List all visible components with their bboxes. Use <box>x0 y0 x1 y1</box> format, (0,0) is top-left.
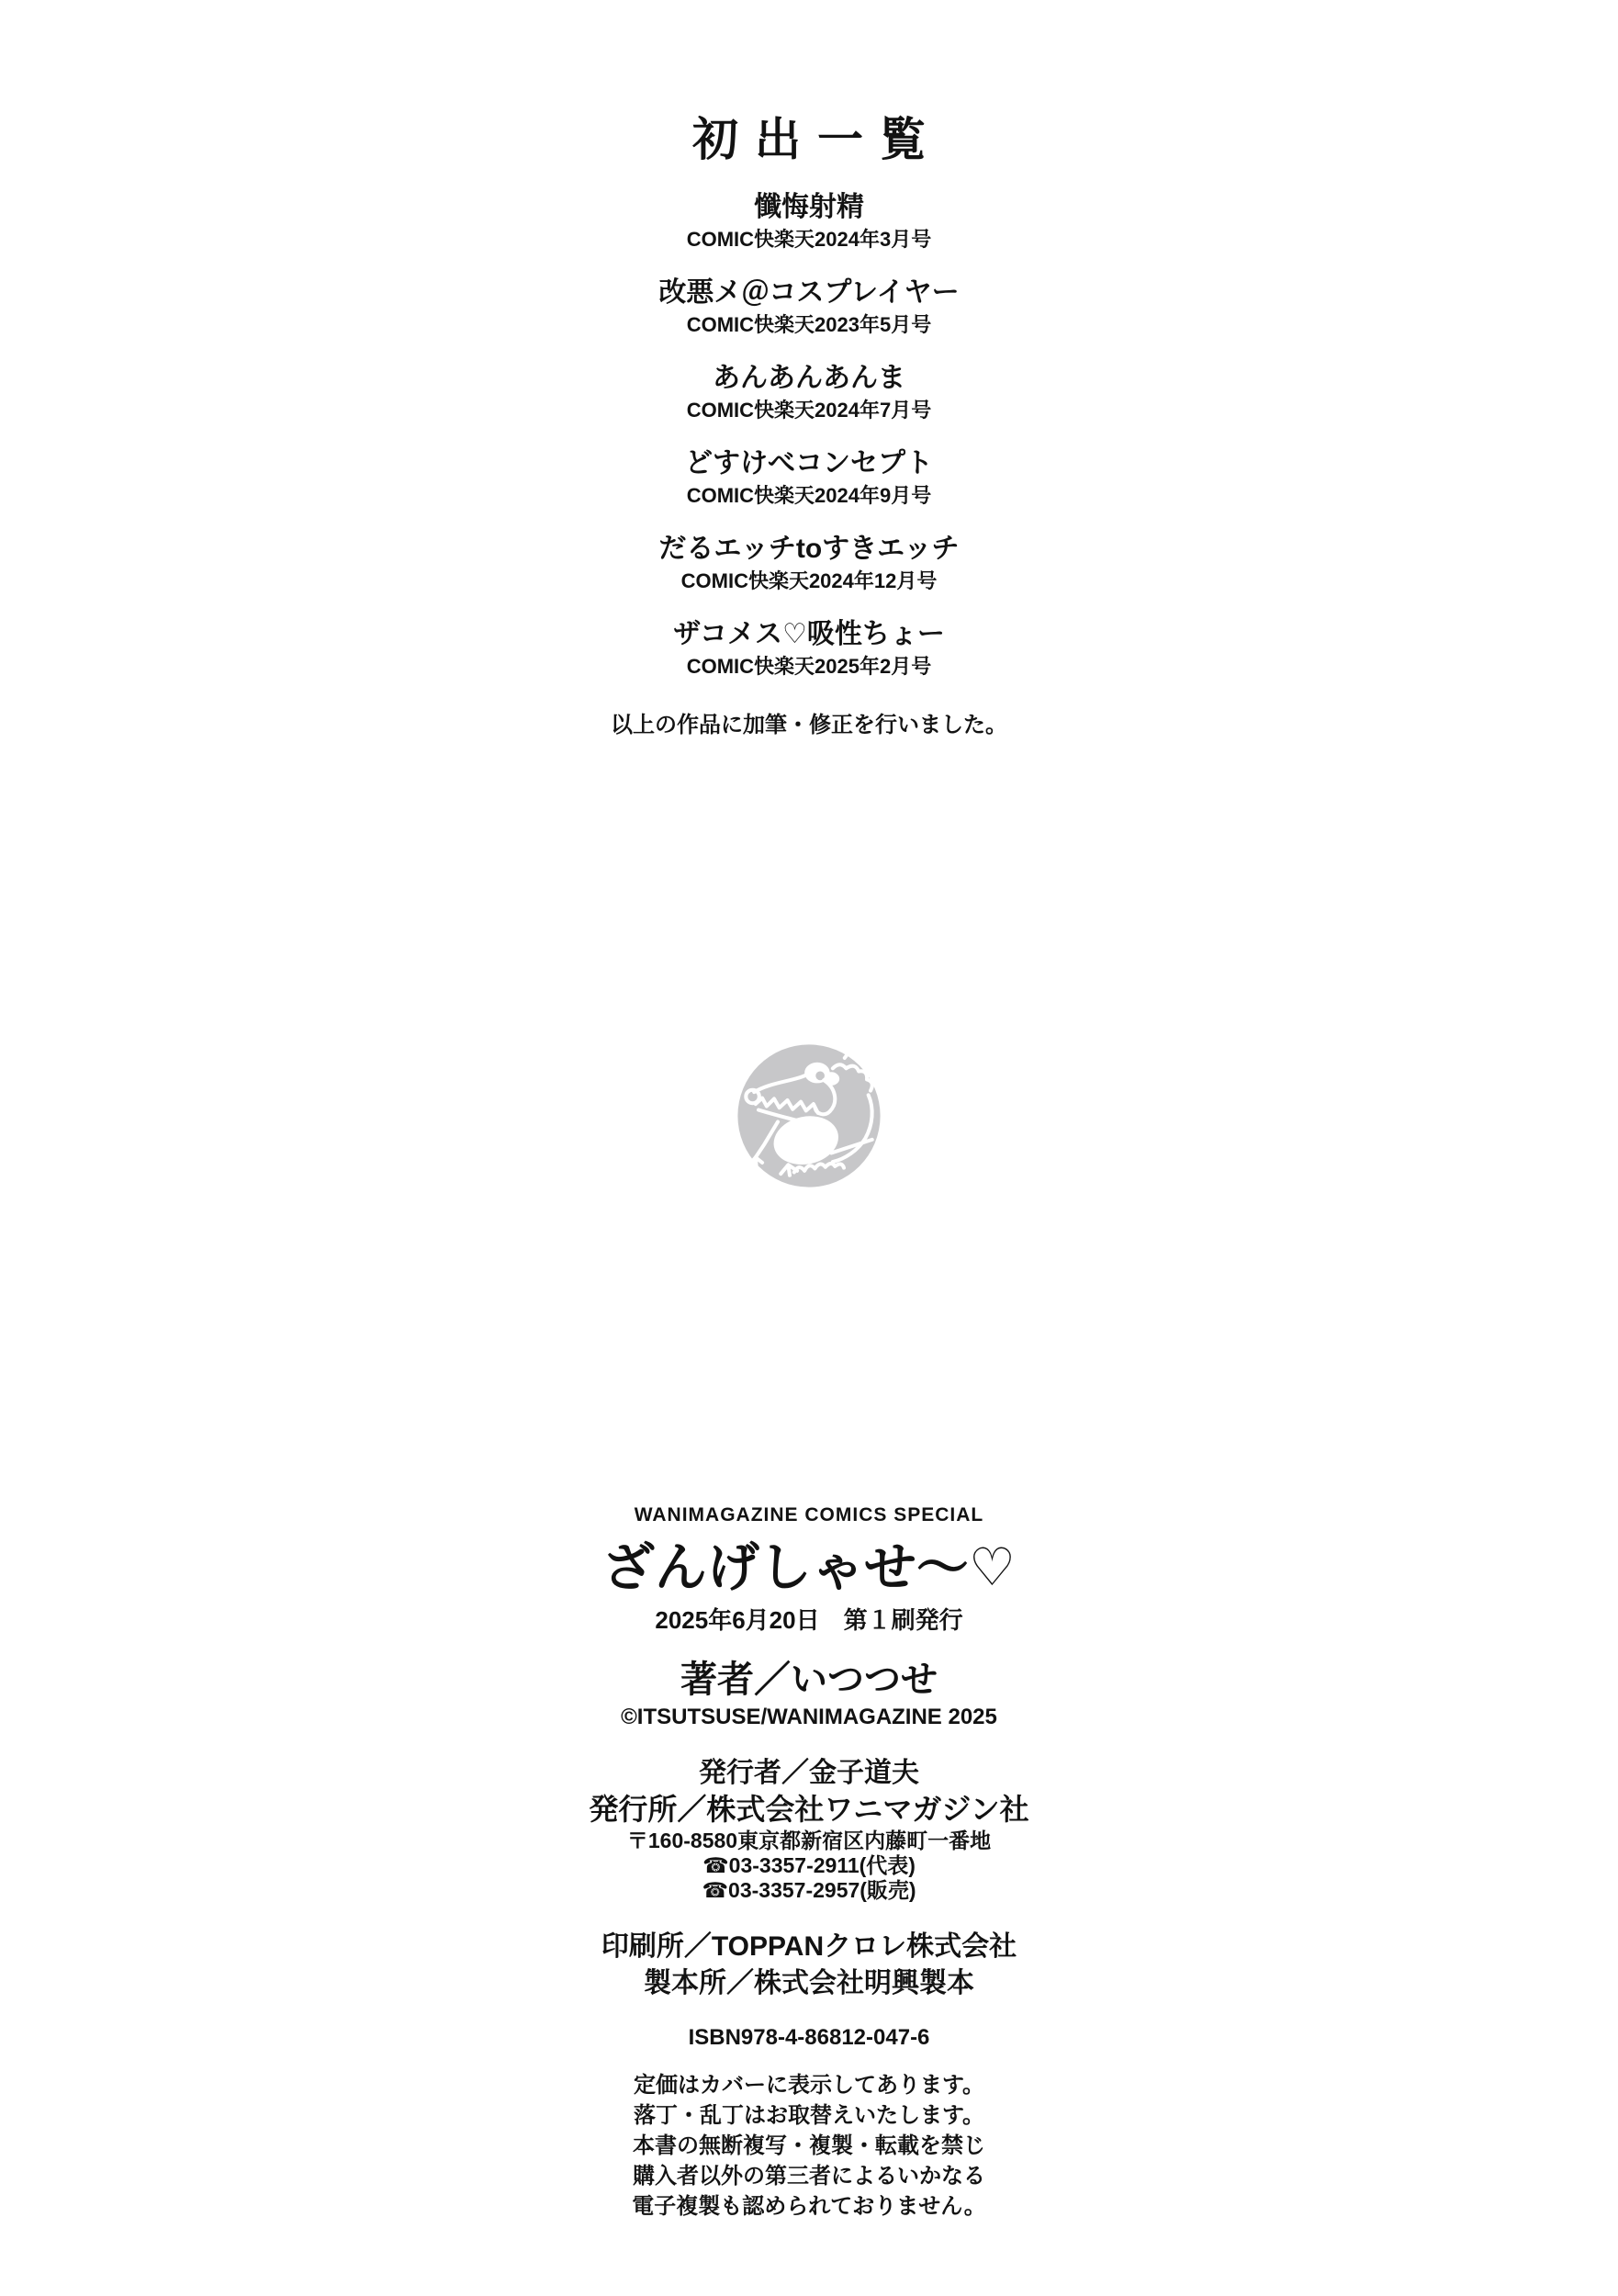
work-title: 懺悔射精 <box>754 192 864 222</box>
notice-line: 落丁・乱丁はお取替えいたします。 <box>633 2103 985 2128</box>
work-source: COMIC快楽天2024年12月号 <box>680 569 938 592</box>
work-source: COMIC快楽天2024年9月号 <box>686 484 932 507</box>
copyright-line: ©ITSUTSUSE/WANIMAGAZINE 2025 <box>621 1705 997 1729</box>
revision-note: 以上の作品に加筆・修正を行いました。 <box>611 713 1007 737</box>
list-item <box>0 616 1618 681</box>
notice-line: 購入者以外の第三者によるいかなる <box>633 2164 985 2189</box>
work-source: COMIC快楽天2023年5月号 <box>686 313 932 336</box>
publisher-address: 〒160-8580東京都新宿区内藤町一番地 <box>626 1829 992 1852</box>
list-item <box>0 275 1618 339</box>
wanimagazine-logo <box>720 1027 898 1205</box>
publisher-tel-sales: ☎03-3357-2957(販売) <box>702 1878 916 1902</box>
works-list <box>0 189 1618 681</box>
work-source: COMIC快楽天2025年2月号 <box>686 655 932 678</box>
publisher-person: 発行者／金子道夫 <box>699 1758 919 1788</box>
work-title: 改悪メ＠コスプレイヤー <box>658 277 960 308</box>
first-publication-list <box>0 112 1618 740</box>
notice-line: 電子複製も認められておりません。 <box>632 2194 986 2219</box>
binder-line: 製本所／株式会社明興製本 <box>644 1968 974 1998</box>
list-item <box>0 360 1618 424</box>
work-source: COMIC快楽天2024年7月号 <box>686 399 932 422</box>
isbn: ISBN978-4-86812-047-6 <box>688 2025 930 2050</box>
printer-block <box>0 1929 1618 2002</box>
publisher-tel-main: ☎03-3357-2911(代表) <box>702 1853 916 1877</box>
publisher-block <box>0 1756 1618 1903</box>
publisher-company: 発行所／株式会社ワニマガジン社 <box>589 1793 1029 1826</box>
notice-line: 定価はカバーに表示してあります。 <box>633 2073 985 2098</box>
work-source: COMIC快楽天2024年3月号 <box>686 228 932 251</box>
legal-notices <box>0 2070 1618 2222</box>
print-date: 2025年6月20日 第１刷発行 <box>655 1606 963 1634</box>
list-item <box>0 531 1618 595</box>
book-title: ざんげしゃせ〜♡ <box>601 1538 1017 1597</box>
list-item <box>0 189 1618 253</box>
work-title: あんあんあんま <box>713 363 905 393</box>
author-line: 著者／いつつせ <box>680 1660 938 1700</box>
series-label: WANIMAGAZINE COMICS SPECIAL <box>634 1504 984 1525</box>
work-title: ザコメス♡吸性ちょー <box>673 619 945 649</box>
crocodile-logo-icon <box>720 1027 898 1205</box>
colophon-section <box>0 1503 1618 2222</box>
work-title: どすけべコンセプト <box>685 448 933 478</box>
work-title: だるエッチtoすきエッチ <box>658 534 960 564</box>
notice-line: 本書の無断複写・複製・転載を禁じ <box>633 2133 985 2158</box>
page-title: 初出一覧 <box>692 114 942 165</box>
list-item <box>0 445 1618 510</box>
printer-line: 印刷所／TOPPANクロレ株式会社 <box>601 1931 1017 1962</box>
